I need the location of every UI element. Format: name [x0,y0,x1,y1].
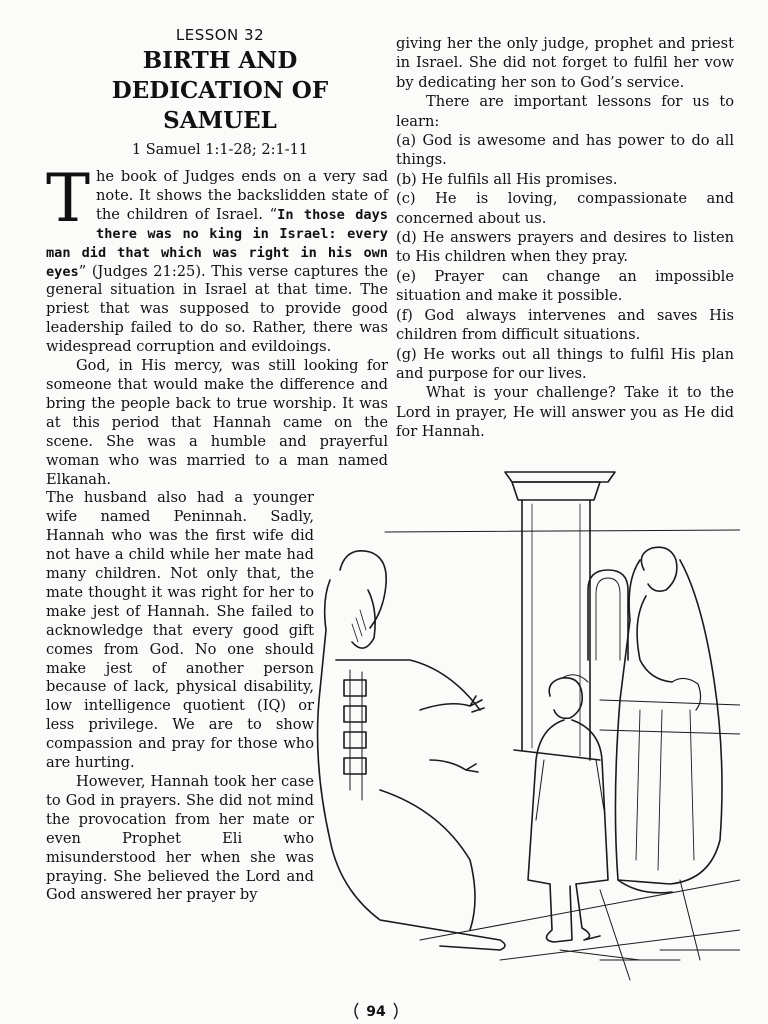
lesson-item-f: (f) God always intervenes and saves His children from difficult situations. [396,306,734,344]
arched-window [588,570,628,660]
title-line-3: SAMUEL [163,107,277,134]
paragraph-1 [46,160,388,357]
lesson-item-e: (e) Prayer can change an impossible situation and make it possible. [396,267,734,305]
scripture-reference: 1 Samuel 1:1-28; 2:1-11 [131,142,309,158]
right-paragraph-2: There are important lessons for us to learn: [396,93,734,130]
floor-lines [560,950,740,960]
lesson-item-d: (d) He answers prayers and desires to listen to His children when they pray. [396,229,734,266]
bible-quote: In those days there was no king in Israel: every man did that which was right in his own eyes [46,206,388,280]
paragraph-3: The husband also had a younger wife named Peninnah. Sadly, Hannah who was the first wife did not have a child while her mate had many children. Not only that, the mate thought it was right for her to make jest of Hannah. She failed to acknowledge that every good gift comes from God. No one should make jest of another person because of lack, physical disability, low intelligence quotient (IQ) or less privilege. We are to show compassion and pray for those who are hurting. [46,489,314,772]
drop-cap: T [46,160,91,237]
title-line-2: DEDICATION OF [111,77,329,104]
lesson-label: LESSON 32 [175,26,265,44]
lesson-title [46,46,394,136]
right-column [396,34,734,442]
lesson-item-a: (a) God is awesome and has power to do all things. [396,132,734,169]
title-line-1: BIRTH AND [142,47,298,74]
eli-samuel-hannah-illustration [300,460,740,990]
paragraph-1-start: he book of Judges ends on a very sad note. It shows the backslidden state of the children of Israel. “ [96,168,388,223]
lesson-item-g: (g) He works out all things to fulfil His plan and purpose for our lives. [396,345,734,382]
paragraph-1-end: ” (Judges 21:25). This verse captures the general situation in Israel at that time. The priest that was supposed to provide good leadership failed to do so. Rather, there was widespread corruption and evildoings. [46,262,388,356]
paragraph-4: However, Hannah took her case to God in prayers. She did not mind the provocation from her mate or even Prophet Eli who misunderstood her when she was praying. She believed the Lord and God answered her prayer by [46,773,314,904]
page-number: 94 [366,1004,386,1020]
eli-figure [318,551,505,950]
narrow-text-block [46,489,314,905]
lesson-item-b: (b) He fulfils all His promises. [396,170,618,188]
paragraph-2: God, in His mercy, was still looking for someone that would make the difference and bring the people back to true worship. It was at this period that Hannah came on the scene. She was a humble and prayerful woman who was married to a man named Elkanah. [46,357,388,488]
right-paragraph-1: giving her the only judge, prophet and priest in Israel. She did not forget to fulfil her vow by dedicating her son to God’s service. [396,35,734,91]
samuel-figure [528,675,608,942]
right-paragraph-3: What is your challenge? Take it to the Lord in prayer, He will answer you as He did for Hannah. [396,384,734,441]
lesson-item-c: (c) He is loving, compassionate and concerned about us. [396,190,734,227]
hannah-figure [615,547,722,893]
